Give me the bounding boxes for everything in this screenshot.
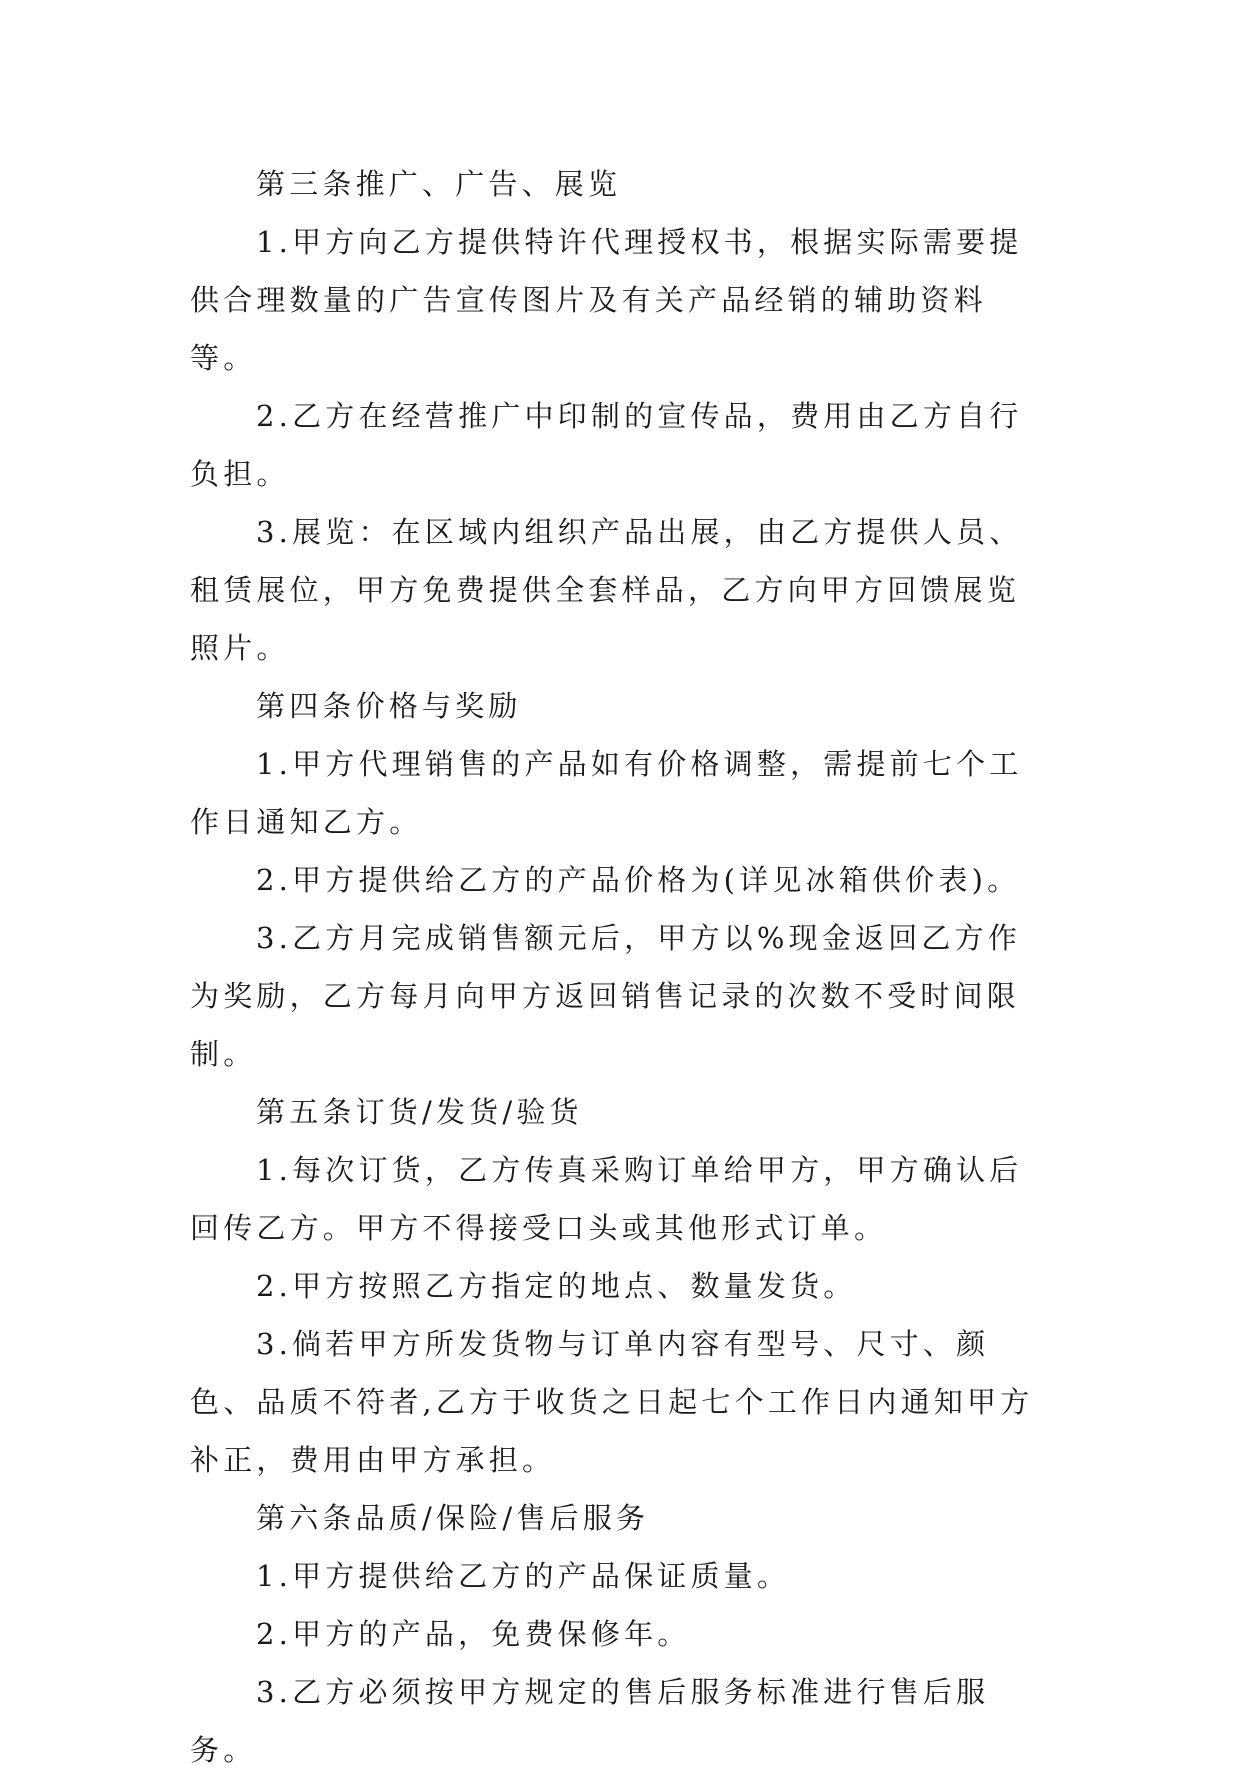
clause-3-3: 3.展览：在区域内组织产品出展，由乙方提供人员、租赁展位，甲方免费提供全套样品，乙方向甲方回馈展览照片。 <box>190 515 1023 665</box>
clause-6-3: 3.乙方必须按甲方规定的售后服务标准进行售后服务。 <box>190 1675 990 1767</box>
document-page <box>190 155 1050 1779</box>
clause-5-2: 2.甲方按照乙方指定的地点、数量发货。 <box>256 1269 857 1303</box>
section-heading-5: 第五条订货/发货/验货 <box>256 1095 583 1129</box>
clause-3-1: 1.甲方向乙方提供特许代理授权书，根据实际需要提供合理数量的广告宣传图片及有关产品经销的辅助资料等。 <box>190 225 1023 375</box>
clause-4-3: 3.乙方月完成销售额元后，甲方以%现金返回乙方作为奖励，乙方每月向甲方返回销售记录的次数不受时间限制。 <box>190 921 1022 1071</box>
clause-6-2: 2.甲方的产品，免费保修年。 <box>256 1617 691 1651</box>
section-heading-3: 第三条推广、广告、展览 <box>256 167 622 201</box>
clause-3-2: 2.乙方在经营推广中印制的宣传品，费用由乙方自行负担。 <box>190 399 1023 491</box>
clause-5-1: 1.每次订货，乙方传真采购订单给甲方，甲方确认后回传乙方。甲方不得接受口头或其他形式订单。 <box>190 1153 1023 1245</box>
clause-4-2: 2.甲方提供给乙方的产品价格为(详见冰箱供价表)。 <box>256 863 1021 897</box>
section-heading-6: 第六条品质/保险/售后服务 <box>256 1501 650 1535</box>
clause-6-1: 1.甲方提供给乙方的产品保证质量。 <box>256 1559 791 1593</box>
clause-4-1: 1.甲方代理销售的产品如有价格调整，需提前七个工作日通知乙方。 <box>190 747 1023 839</box>
section-heading-4: 第四条价格与奖励 <box>256 689 522 723</box>
clause-5-3: 3.倘若甲方所发货物与订单内容有型号、尺寸、颜色、品质不符者,乙方于收货之日起七个工作日内通知甲方补正，费用由甲方承担。 <box>190 1327 1034 1477</box>
